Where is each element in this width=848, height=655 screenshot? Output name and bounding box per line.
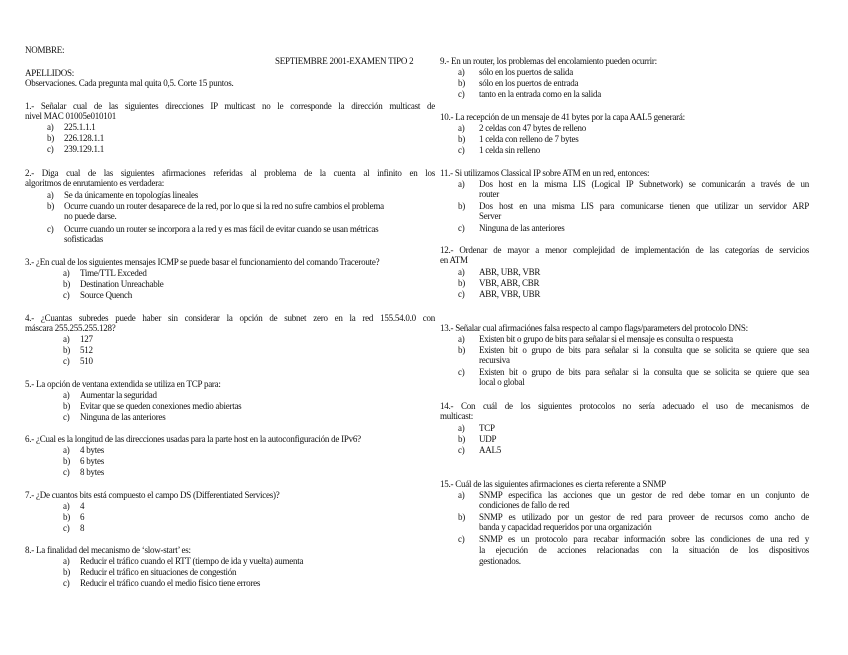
q2-option-c-line2: sofisticadas [64,234,103,244]
q3-text-line1: 3.- ¿En cual de los siguientes mensajes ICMP se puede basar el funcionamiento del comando Traceroute? [25,257,380,267]
q14-text-line2: multicast: [440,411,473,421]
q15-option-c-line2: la ejecución de acciones relacionadas con la situación de los dispositivos [479,545,809,555]
q7-text-line1: 7.- ¿De cuantos bits está compuesto el campo DS (Differentiated Services)? [25,490,280,500]
q9-text-line1: 9.- En un router, los problemas del encolamiento pueden ocurrir: [440,56,657,66]
apellidos-label: APELLIDOS: [25,68,74,78]
q10-text-line1: 10.- La recepción de un mensaje de 41 bytes por la capa AAL5 generará: [440,112,685,122]
q12-text-line2: en ATM [440,255,468,265]
q4-text-line1: 4.- ¿Cuantas subredes puede haber sin considerar la opción de subnet zero en la red 155.54.0.0 con [25,313,435,323]
q11-option-a-line2: router [479,189,499,199]
q1-text-line2: nivel MAC 01005e010101 [25,111,116,121]
q15-option-c-line3: gestionados. [479,556,521,566]
q2-text-line1: 2.- Diga cual de las siguientes afirmaciones referidas al problema de la cuenta al infinito en los [25,168,435,178]
q6-text-line1: 6.- ¿Cual es la longitud de las direcciones usadas para la parte host en la autoconfiguración de IPv6? [25,434,361,444]
q2-option-b-line2: no puede darse. [64,211,117,221]
q15-option-a-line2: condiciones de fallo de red [479,500,570,510]
q13-text-line1: 13.- Señalar cual afirmaciónes falsa respecto al campo flags/parameters del protocolo DNS: [440,323,748,333]
q4-text-line2: máscara 255.255.255.128? [25,323,116,333]
nombre-label: NOMBRE: [25,45,65,55]
q15-option-b-line2: banda y capacidad requeridos por una organización [479,522,652,532]
q14-text-line1: 14.- Con cuál de los siguientes protocolos no sería adecuado el uso de mecanismos de [440,401,809,411]
q8-text-line1: 8.- La finalidad del mecanismo de ‘slow-start’ es: [25,545,191,555]
q2-text-line2: algoritmos de enrutamiento es verdadera: [25,178,164,188]
q13-option-b-line2: recursiva [479,355,510,365]
q15-text-line1: 15.- Cuál de las siguientes afirmaciones es cierta referente a SNMP [440,479,666,489]
q13-option-c-line2: local o global [479,377,525,387]
exam-title: SEPTIEMBRE 2001-EXAMEN TIPO 2 [275,56,414,66]
q5-text-line1: 5.- La opción de ventana extendida se utiliza en TCP para: [25,379,221,389]
q11-option-b-line2: Server [479,211,501,221]
exam-page: NOMBRE: SEPTIEMBRE 2001-EXAMEN TIPO 2 APELLIDOS: Observaciones. Cada pregunta mal quita 0,5. Corte 15 puntos. 1.- Señalar cual de las siguientes direcciones IP multicast no le corresponde la dirección multicast de nivel MAC 01005e010101 a) 225.1.1.1 b) 226.128.1.1 c) 239.129.1.1 2.- Diga cual de las siguientes afirmaciones referidas al problema de la cuenta al infinito en los algoritmos de enrutamiento es verdadera: a) Se da únicamente en topologías lineales b) Ocurre cuando un router desaparece de la red, por lo que si la red no sufre cambios el problema no puede darse. c) Ocurre cuando un router se incorpora a la red y es mas fácil de evitar cuando se usan métricas sofisticadas 3.- ¿En cual de los siguientes mensajes ICMP se puede basar el funcionamiento del comando Traceroute? a) Time/TTL Exceded b) Destination Unreachable c) Source Quench 4.- ¿Cuantas subredes puede haber sin considerar la opción de subnet zero en la red 155.54.0.0 con máscara 255.255.255.128? a) 127 b) 512 c) 510 5.- La opción de ventana extendida se utiliza en TCP para: a) Aumentar la seguridad b) Evitar que se queden conexiones medio abiertas c) Ninguna de las anteriores 6.- ¿Cual es la longitud de las direcciones usadas para la parte host en la autoconfiguración de IPv6? a) 4 bytes b) 6 bytes c) 8 bytes 7.- ¿De cuantos bits está compuesto el campo DS (Differentiated Services)? a) 4 b) 6 c) 8 8.- La finalidad del mecanismo de ‘slow-start’ es: a) Reducir el tráfico cuando el RTT (tiempo de ida y vuelta) aumenta b) Reducir el tráfico en situaciones de congestión c) Reducir el tráfico cuando el medio físico tiene errores 9.- En un router, los problemas del encolamiento pueden ocurrir: a) sólo en los puertos de salida b) sólo en los puertos de entrada c) tanto en la entrada como en la salida 10.- La recepción de un mensaje de 41 bytes por la capa AAL5 generará: a) 2 celdas con 47 bytes de relleno b) 1 celda con relleno de 7 bytes c) 1 celda sin relleno 11.- Si utilizamos Classical IP sobre ATM en un red, entonces: a) Dos host en la misma LIS (Logical IP Subnetwork) se comunicarán a través de un router b) Dos host en una misma LIS para comunicarse tienen que utilizar un servidor ARP Server c) Ninguna de las anteriores 12.- Ordenar de mayor a menor complejidad de implementación de las categorías de servicios en ATM a) ABR, UBR, VBR b) VBR, ABR, CBR c) ABR, VBR, UBR 13.- Señalar cual afirmaciónes falsa respecto al campo flags/parameters del protocolo DNS: a) Existen bit o grupo de bits para señalar si el mensaje es consulta o respuesta b) Existen bit o grupo de bits para señalar si la consulta que se solicita se quiere que sea recursiva c) Existen bit o grupo de bits para señalar si la consulta que se solicita se quiere que sea local o global 14.- Con cuál de los siguientes protocolos no sería adecuado el uso de mecanismos de multicast: a) TCP b) UDP c) AAL5 15.- Cuál de las siguientes afirmaciones es cierta referente a SNMP a) SNMP especifica las acciones que un gestor de red debe tomar en un conjunto de condiciones de fallo de red b) SNMP es utilizado por un gestor de red para proveer de recursos como ancho de banda y capacidad requeridos por una organización c) SNMP es un protocolo para recabar información sobre las condiciones de una red y la ejecución de acciones relacionadas con la situación de los dispositivos gestionados. [25,45,809,588]
q1-text-line1: 1.- Señalar cual de las siguientes direcciones IP multicast no le corresponde la dirección multicast de [25,101,435,111]
observaciones-text: Observaciones. Cada pregunta mal quita 0,5. Corte 15 puntos. [25,78,234,88]
q11-text-line1: 11.- Si utilizamos Classical IP sobre ATM en un red, entonces: [440,168,650,178]
q12-text-line1: 12.- Ordenar de mayor a menor complejidad de implementación de las categorías de servicios [440,245,809,255]
